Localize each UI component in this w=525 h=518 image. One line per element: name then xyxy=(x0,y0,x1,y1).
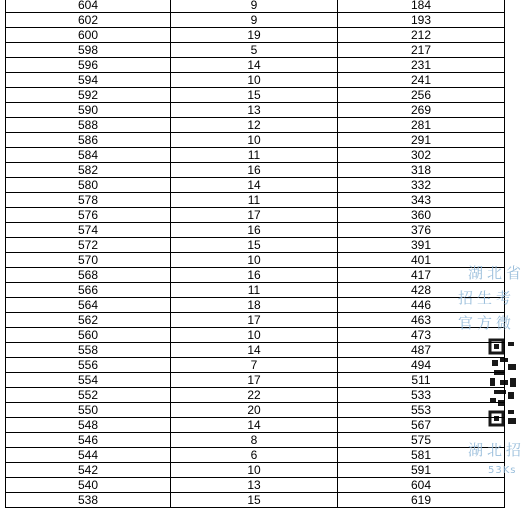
cumulative-cell: 428 xyxy=(338,283,505,298)
score-cell: 554 xyxy=(6,373,171,388)
score-cell: 578 xyxy=(6,193,171,208)
count-cell: 16 xyxy=(171,268,338,283)
score-cell: 604 xyxy=(6,0,171,13)
cumulative-cell: 511 xyxy=(338,373,505,388)
cumulative-cell: 604 xyxy=(338,478,505,493)
table-row xyxy=(6,373,505,388)
table-row xyxy=(6,493,505,508)
score-cell: 596 xyxy=(6,58,171,73)
table-row xyxy=(6,358,505,373)
qr-code-icon xyxy=(488,338,518,430)
cumulative-cell: 533 xyxy=(338,388,505,403)
table-row xyxy=(6,448,505,463)
cumulative-cell: 463 xyxy=(338,313,505,328)
count-cell: 10 xyxy=(171,133,338,148)
score-cell: 546 xyxy=(6,433,171,448)
table-row xyxy=(6,298,505,313)
score-cell: 564 xyxy=(6,298,171,313)
table-row xyxy=(6,283,505,298)
score-cell: 590 xyxy=(6,103,171,118)
cumulative-cell: 269 xyxy=(338,103,505,118)
cumulative-cell: 343 xyxy=(338,193,505,208)
table-row xyxy=(6,418,505,433)
count-cell: 17 xyxy=(171,313,338,328)
count-cell: 20 xyxy=(171,403,338,418)
score-cell: 580 xyxy=(6,178,171,193)
score-cell: 568 xyxy=(6,268,171,283)
table-row xyxy=(6,343,505,358)
score-cell: 594 xyxy=(6,73,171,88)
cumulative-cell: 318 xyxy=(338,163,505,178)
table-row xyxy=(6,148,505,163)
score-distribution-table xyxy=(5,0,505,508)
cumulative-cell: 487 xyxy=(338,343,505,358)
count-cell: 14 xyxy=(171,418,338,433)
table-row xyxy=(6,253,505,268)
table-row xyxy=(6,133,505,148)
table-row xyxy=(6,58,505,73)
cumulative-cell: 231 xyxy=(338,58,505,73)
cumulative-cell: 212 xyxy=(338,28,505,43)
score-cell: 572 xyxy=(6,238,171,253)
table-row xyxy=(6,478,505,493)
cumulative-cell: 446 xyxy=(338,298,505,313)
score-cell: 540 xyxy=(6,478,171,493)
score-cell: 582 xyxy=(6,163,171,178)
score-cell: 598 xyxy=(6,43,171,58)
cumulative-cell: 581 xyxy=(338,448,505,463)
watermark-line-4: 湖北招 xyxy=(468,441,525,459)
score-cell: 562 xyxy=(6,313,171,328)
table-row xyxy=(6,163,505,178)
table-row xyxy=(6,178,505,193)
count-cell: 10 xyxy=(171,463,338,478)
count-cell: 10 xyxy=(171,253,338,268)
score-cell: 600 xyxy=(6,28,171,43)
count-cell: 17 xyxy=(171,208,338,223)
watermark-line-3: 官方微 xyxy=(458,314,516,332)
score-cell: 548 xyxy=(6,418,171,433)
count-cell: 14 xyxy=(171,178,338,193)
count-cell: 14 xyxy=(171,343,338,358)
cumulative-cell: 619 xyxy=(338,493,505,508)
cumulative-cell: 184 xyxy=(338,0,505,13)
cumulative-cell: 256 xyxy=(338,88,505,103)
score-cell: 542 xyxy=(6,463,171,478)
cumulative-cell: 360 xyxy=(338,208,505,223)
count-cell: 11 xyxy=(171,148,338,163)
score-cell: 552 xyxy=(6,388,171,403)
score-cell: 550 xyxy=(6,403,171,418)
table-row xyxy=(6,13,505,28)
table-row xyxy=(6,193,505,208)
cumulative-cell: 567 xyxy=(338,418,505,433)
score-cell: 592 xyxy=(6,88,171,103)
count-cell: 16 xyxy=(171,223,338,238)
count-cell: 10 xyxy=(171,73,338,88)
cumulative-cell: 494 xyxy=(338,358,505,373)
score-cell: 584 xyxy=(6,148,171,163)
score-cell: 576 xyxy=(6,208,171,223)
table-row xyxy=(6,388,505,403)
count-cell: 15 xyxy=(171,493,338,508)
count-cell: 8 xyxy=(171,433,338,448)
table-row xyxy=(6,88,505,103)
count-cell: 12 xyxy=(171,118,338,133)
cumulative-cell: 417 xyxy=(338,268,505,283)
score-cell: 586 xyxy=(6,133,171,148)
score-cell: 560 xyxy=(6,328,171,343)
cumulative-cell: 291 xyxy=(338,133,505,148)
count-cell: 13 xyxy=(171,103,338,118)
table-row xyxy=(6,268,505,283)
cumulative-cell: 553 xyxy=(338,403,505,418)
score-cell: 570 xyxy=(6,253,171,268)
count-cell: 18 xyxy=(171,298,338,313)
count-cell: 15 xyxy=(171,88,338,103)
count-cell: 7 xyxy=(171,358,338,373)
cumulative-cell: 281 xyxy=(338,118,505,133)
cumulative-cell: 591 xyxy=(338,463,505,478)
score-cell: 556 xyxy=(6,358,171,373)
cumulative-cell: 473 xyxy=(338,328,505,343)
table-row xyxy=(6,28,505,43)
count-cell: 11 xyxy=(171,283,338,298)
count-cell: 19 xyxy=(171,28,338,43)
watermark-line-1: 湖北省 xyxy=(468,264,525,282)
score-cell: 544 xyxy=(6,448,171,463)
count-cell: 22 xyxy=(171,388,338,403)
score-cell: 602 xyxy=(6,13,171,28)
table-row xyxy=(6,208,505,223)
count-cell: 9 xyxy=(171,13,338,28)
table-body xyxy=(6,0,505,508)
cumulative-cell: 575 xyxy=(338,433,505,448)
table-row xyxy=(6,328,505,343)
cumulative-cell: 401 xyxy=(338,253,505,268)
cumulative-cell: 193 xyxy=(338,13,505,28)
table-row xyxy=(6,238,505,253)
cumulative-cell: 332 xyxy=(338,178,505,193)
cumulative-cell: 217 xyxy=(338,43,505,58)
count-cell: 6 xyxy=(171,448,338,463)
cumulative-cell: 302 xyxy=(338,148,505,163)
count-cell: 9 xyxy=(171,0,338,13)
count-cell: 17 xyxy=(171,373,338,388)
count-cell: 16 xyxy=(171,163,338,178)
table-row xyxy=(6,73,505,88)
table-row xyxy=(6,463,505,478)
count-cell: 11 xyxy=(171,193,338,208)
score-cell: 566 xyxy=(6,283,171,298)
count-cell: 14 xyxy=(171,58,338,73)
score-cell: 574 xyxy=(6,223,171,238)
table-row xyxy=(6,118,505,133)
table-row xyxy=(6,403,505,418)
table-row xyxy=(6,0,505,13)
count-cell: 13 xyxy=(171,478,338,493)
watermark xyxy=(458,256,525,486)
cumulative-cell: 391 xyxy=(338,238,505,253)
count-cell: 10 xyxy=(171,328,338,343)
watermark-line-2: 招生考 xyxy=(458,289,516,307)
cumulative-cell: 241 xyxy=(338,73,505,88)
cumulative-cell: 376 xyxy=(338,223,505,238)
score-cell: 588 xyxy=(6,118,171,133)
count-cell: 5 xyxy=(171,43,338,58)
table-row xyxy=(6,313,505,328)
watermark-line-5: 53Ks xyxy=(488,465,517,476)
score-cell: 538 xyxy=(6,493,171,508)
table-row xyxy=(6,43,505,58)
count-cell: 15 xyxy=(171,238,338,253)
table-row xyxy=(6,433,505,448)
table-row xyxy=(6,103,505,118)
score-cell: 558 xyxy=(6,343,171,358)
table-row xyxy=(6,223,505,238)
